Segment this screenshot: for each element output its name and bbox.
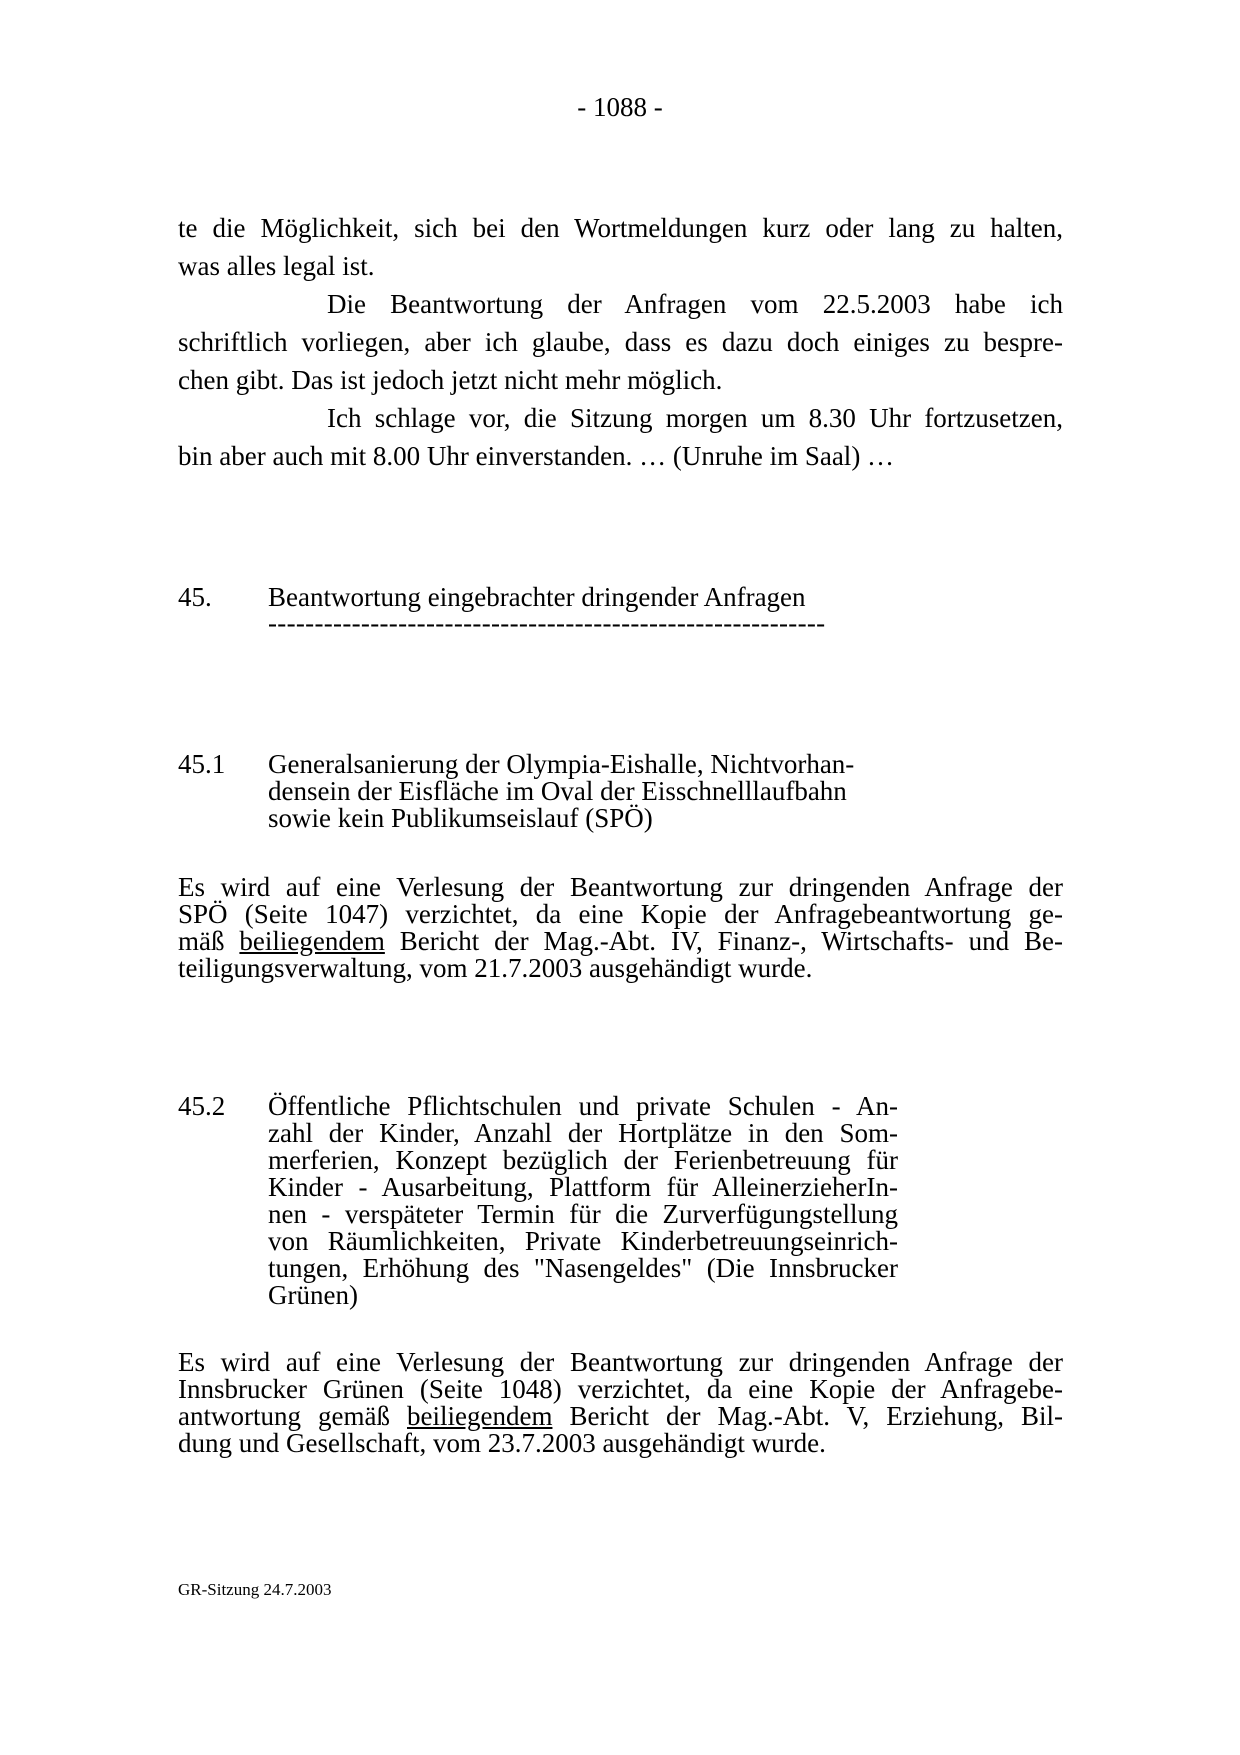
section-title: Beantwortung eingebrachter dringender Anfragen bbox=[268, 582, 806, 612]
item-title-line: Öffentliche Pflichtschulen und private Schulen - An- bbox=[268, 1091, 898, 1121]
intro-line: Ich schlage vor, die Sitzung morgen um 8.30 Uhr fortzusetzen, bbox=[327, 403, 1063, 433]
section-number: 45. bbox=[178, 582, 212, 612]
intro-line: Die Beantwortung der Anfragen vom 22.5.2003 habe ich bbox=[327, 289, 1063, 319]
attachment-reference: beiliegendem bbox=[407, 1401, 553, 1431]
item-body-line bbox=[178, 1403, 1063, 1430]
item-body-line: teiligungsverwaltung, vom 21.7.2003 ausgehändigt wurde. bbox=[178, 953, 813, 983]
intro-line: was alles legal ist. bbox=[178, 251, 375, 281]
item-body-line: Es wird auf eine Verlesung der Beantwortung zur dringenden Anfrage der bbox=[178, 872, 1063, 902]
item-title-line: sowie kein Publikumseislauf (SPÖ) bbox=[268, 803, 653, 833]
item-title-line: nen - verspäteter Termin für die Zurverfügungstellung bbox=[268, 1199, 898, 1229]
intro-line: chen gibt. Das ist jedoch jetzt nicht mehr möglich. bbox=[178, 365, 723, 395]
item-title-line: merferien, Konzept bezüglich der Ferienbetreuung für bbox=[268, 1145, 898, 1175]
footer: GR-Sitzung 24.7.2003 bbox=[178, 1580, 332, 1599]
item-body-line: Innsbrucker Grünen (Seite 1048) verzichtet, da eine Kopie der Anfragebe- bbox=[178, 1374, 1063, 1404]
item-body-line: Es wird auf eine Verlesung der Beantwortung zur dringenden Anfrage der bbox=[178, 1347, 1063, 1377]
item-body-line bbox=[178, 928, 1063, 955]
item-title-line: Grünen) bbox=[268, 1280, 358, 1310]
intro-line: bin aber auch mit 8.00 Uhr einverstanden. … (Unruhe im Saal) … bbox=[178, 441, 895, 471]
item-number: 45.1 bbox=[178, 749, 226, 779]
intro-line: te die Möglichkeit, sich bei den Wortmeldungen kurz oder lang zu halten, bbox=[178, 213, 1063, 243]
page-number: - 1088 - bbox=[577, 92, 663, 122]
section-title-underline: ------------------------------------------------------------ bbox=[268, 608, 826, 638]
intro-line: schriftlich vorliegen, aber ich glaube, dass es dazu doch einiges zu bespre- bbox=[178, 327, 1063, 357]
item-title-line: Kinder - Ausarbeitung, Plattform für AlleinerzieherIn- bbox=[268, 1172, 898, 1202]
attachment-reference: beiliegendem bbox=[239, 926, 385, 956]
item-title-line: tungen, Erhöhung des "Nasengeldes" (Die Innsbrucker bbox=[268, 1253, 898, 1283]
item-title-line: Generalsanierung der Olympia-Eishalle, Nichtvorhan- bbox=[268, 749, 855, 779]
item-title-line: densein der Eisfläche im Oval der Eisschnelllaufbahn bbox=[268, 776, 847, 806]
item-title-line: zahl der Kinder, Anzahl der Hortplätze in den Som- bbox=[268, 1118, 898, 1148]
item-body-line: dung und Gesellschaft, vom 23.7.2003 ausgehändigt wurde. bbox=[178, 1428, 826, 1458]
body-text: antwortung gemäß bbox=[178, 1401, 407, 1431]
item-number: 45.2 bbox=[178, 1091, 226, 1121]
item-body-line: SPÖ (Seite 1047) verzichtet, da eine Kopie der Anfragebeantwortung ge- bbox=[178, 899, 1063, 929]
item-title-line: von Räumlichkeiten, Private Kinderbetreuungseinrich- bbox=[268, 1226, 898, 1256]
body-text: Bericht der Mag.-Abt. IV, Finanz-, Wirtschafts- und Be- bbox=[384, 926, 1063, 956]
body-text: Bericht der Mag.-Abt. V, Erziehung, Bil- bbox=[552, 1401, 1063, 1431]
body-text: mäß bbox=[178, 926, 240, 956]
